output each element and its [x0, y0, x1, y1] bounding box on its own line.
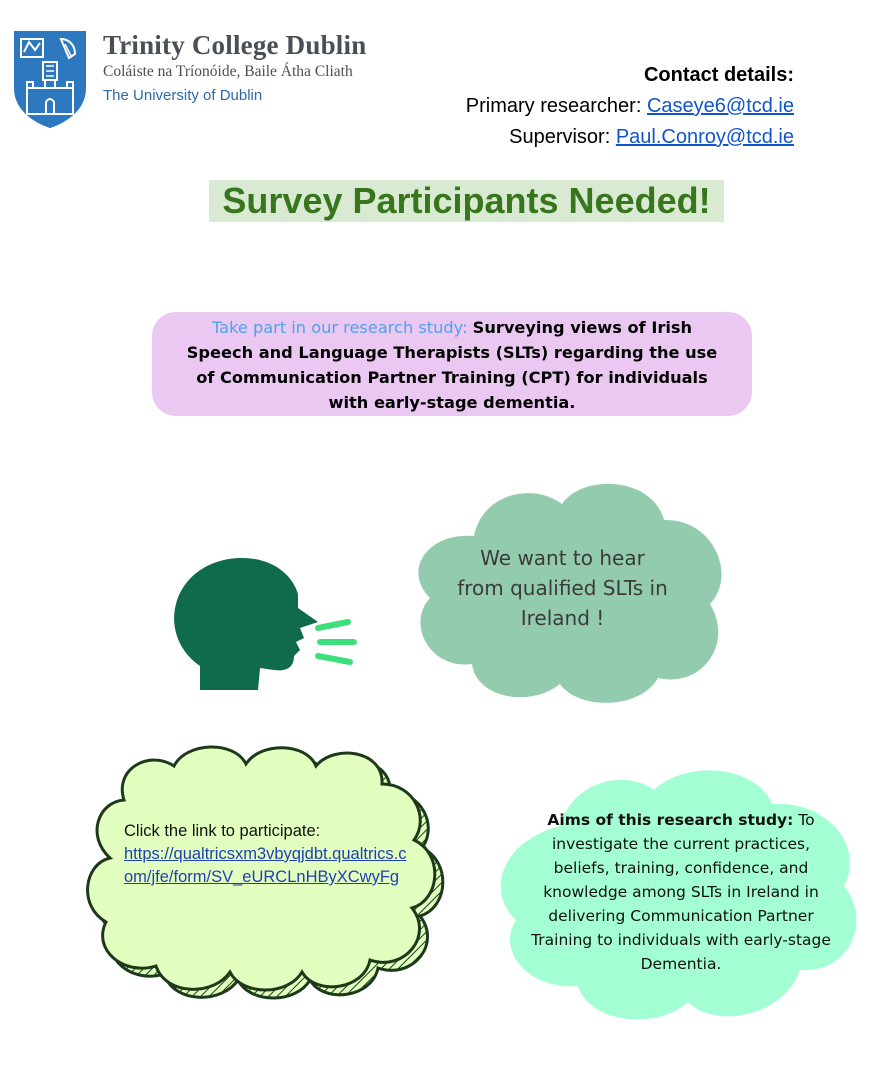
contact-details	[466, 60, 794, 153]
supervisor-line	[466, 122, 794, 153]
hear-from-slts-text: We want to hear from qualified SLTs in Ireland !	[457, 546, 668, 630]
institution-irish-name: Coláiste na Tríonóide, Baile Átha Cliath	[103, 63, 353, 80]
speaking-head-icon	[170, 556, 360, 690]
survey-link[interactable]: https://qualtricsxm3vbyqjdbt.qualtrics.com/jfe/form/SV_eURCLnHByXCwyFg	[124, 845, 407, 886]
research-aims-heading: Aims of this research study:	[547, 811, 794, 829]
logo-text	[103, 30, 366, 104]
page-title: Survey Participants Needed!	[209, 180, 724, 222]
study-lead-text: Take part in our research study:	[211, 318, 473, 337]
tcd-shield-icon	[13, 30, 87, 128]
primary-researcher-line	[466, 91, 794, 122]
supervisor-email-link[interactable]: Paul.Conroy@tcd.ie	[615, 126, 794, 148]
participate-label: Click the link to participate:	[124, 822, 321, 840]
supervisor-label: Supervisor:	[509, 126, 616, 148]
participate-link-block	[124, 820, 414, 889]
study-description: Surveying views of Irish Speech and Language Therapists (SLTs) regarding the use of Communication Partner Training (CPT) for individuals with early-stage dementia.	[186, 318, 718, 412]
institution-subtitle: The University of Dublin	[103, 87, 263, 104]
primary-researcher-label: Primary researcher:	[465, 95, 647, 117]
research-aims-text	[526, 808, 836, 976]
contact-title: Contact details:	[643, 64, 794, 86]
primary-researcher-email-link[interactable]: Caseye6@tcd.ie	[646, 95, 794, 117]
study-banner-text	[180, 315, 724, 415]
institution-name: Trinity College Dublin	[103, 30, 367, 60]
research-aims-body: To investigate the current practices, beliefs, training, confidence, and knowledge among SLTs in Ireland in delivering Communication Partner Training to individuals with early-stage Dementia.	[531, 811, 831, 973]
